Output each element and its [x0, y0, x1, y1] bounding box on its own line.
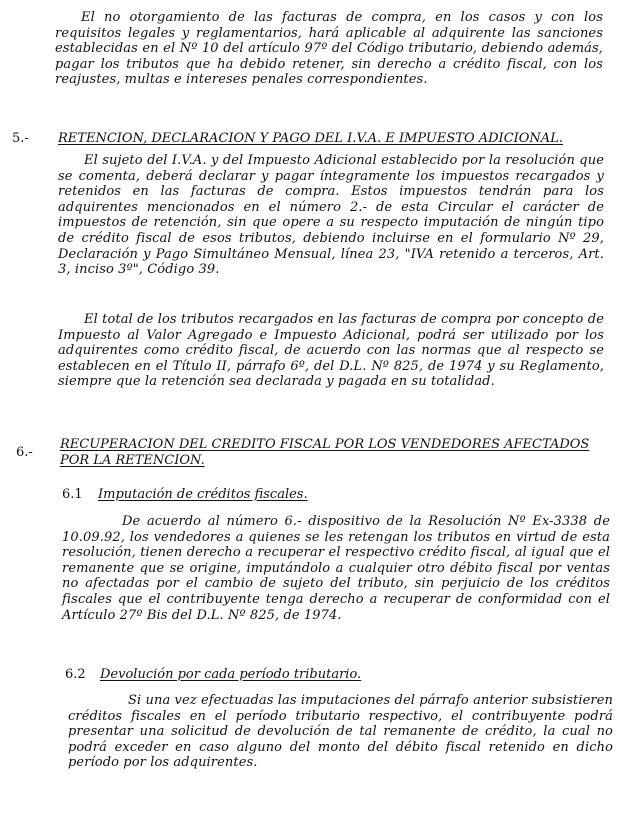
subsection-6-2-number: 6.2 [65, 667, 86, 682]
subsection-6-1-paragraph: De acuerdo al número 6.- dispositivo de la Resolución Nº Ex-3338 de 10.09.92, los vendedores a quienes se les retengan los tributos en virtud de esta resolución, tienen derecho a recuperar el respectivo crédito fiscal, al igual que el remanente que se origine, imputándolo a cualquier otro débito fiscal por ventas no afectadas por el cambio de sujeto del tributo, sin perjuicio de los créditos fiscales que el contribuyente tenga derecho a recuperar de conformidad con el Artículo 27º Bis del D.L. Nº 825, de 1974. [62, 514, 610, 623]
subsection-6-1-number: 6.1 [62, 487, 83, 502]
subsection-6-1-title: Imputación de créditos fiscales. [98, 487, 308, 502]
intro-paragraph: El no otorgamiento de las facturas de compra, en los casos y con los requisitos legales y reglamentarios, hará aplicable al adquirente las sanciones establecidas en el Nº 10 del artículo 97º del Código tributario, debiendo además, pagar los tributos que ha debido retener, sin derecho a crédito fiscal, con los reajustes, multas e intereses penales correspondientes. [55, 10, 603, 88]
subsection-6-2-paragraph: Si una vez efectuadas las imputaciones del párrafo anterior subsistieren créditos fiscales en el período tributario respectivo, el contribuyente podrá presentar una solicitud de devolución de tal remanente de crédito, la cual no podrá exceder en caso alguno del monto del débito fiscal retenido en dicho período por los adquirentes. [68, 693, 613, 771]
subsection-6-2-title: Devolución por cada período tributario. [100, 667, 362, 682]
section-5-title: RETENCION, DECLARACION Y PAGO DEL I.V.A. E IMPUESTO ADICIONAL. [58, 131, 563, 146]
section-6-number: 6.- [16, 445, 33, 460]
section-6-title: RECUPERACION DEL CREDITO FISCAL POR LOS VENDEDORES AFECTADOS POR LA RETENCION. [60, 437, 590, 468]
section-5-number: 5.- [12, 131, 29, 146]
section-5-paragraph-2: El total de los tributos recargados en las facturas de compra por concepto de Impuesto al Valor Agregado e Impuesto Adicional, podrá ser utilizado por los adquirentes como crédito fiscal, de acuerdo con las normas que al respecto se establecen en el Título II, párrafo 6º, del D.L. Nº 825, de 1974 y su Reglamento, siempre que la retención sea declarada y pagada en su totalidad. [58, 312, 604, 390]
section-5-paragraph-1: El sujeto del I.V.A. y del Impuesto Adicional establecido por la resolución que se comenta, deberá declarar y pagar íntegramente los impuestos recargados y retenidos en las facturas de compra. Estos impuestos tendrán para los adquirentes mencionados en el número 2.- de esta Circular el carácter de impuestos de retención, sin que opere a su respecto imputación de ningún tipo de crédito fiscal de esos tributos, debiendo incluirse en el formulario Nº 29, Declaración y Pago Simultáneo Mensual, línea 23, "IVA retenido a terceros, Art. 3, inciso 3º", Código 39. [58, 153, 604, 278]
